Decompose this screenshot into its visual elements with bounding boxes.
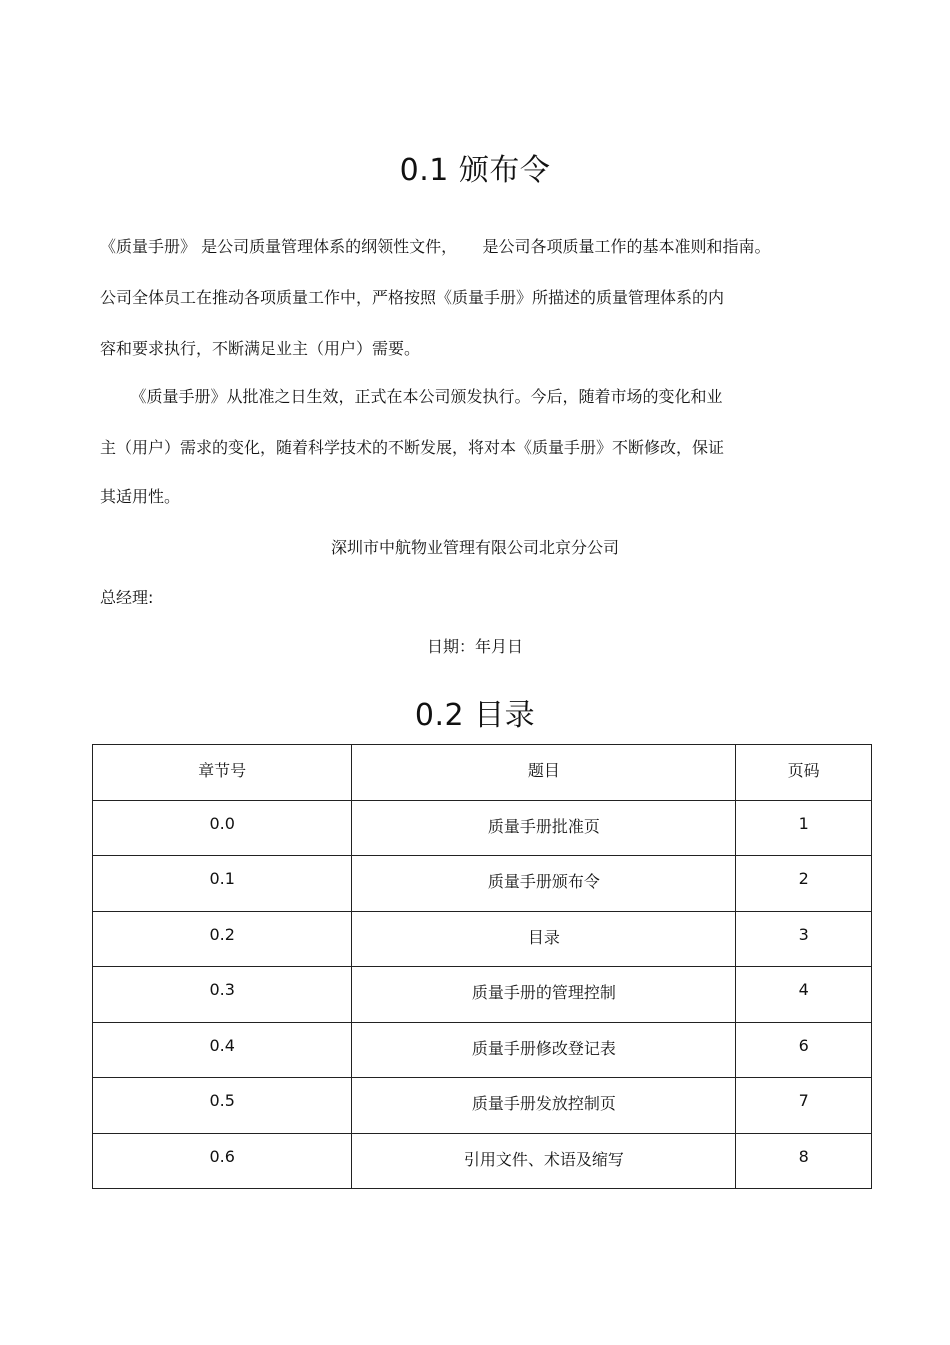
cell-chapter: 0.0: [93, 800, 352, 856]
company-name: 深圳市中航物业管理有限公司北京分公司: [330, 538, 619, 557]
table-row: [93, 1078, 872, 1134]
cell-chapter: 0.5: [93, 1078, 352, 1134]
section-title-contents: 0.2 目录: [414, 698, 536, 733]
cell-title: 质量手册的管理控制: [352, 967, 736, 1023]
contents-table: [92, 744, 872, 1189]
cell-page: 2: [736, 856, 872, 912]
body-line-5: 主（用户）需求的变化，随着科学技术的不断发展，将对本《质量手册》不断修改，保证: [100, 438, 725, 457]
body-line-3: 容和要求执行，不断满足业主（用户）需要。: [100, 339, 421, 358]
cell-page: 6: [736, 1022, 872, 1078]
cell-title: 质量手册发放控制页: [352, 1078, 736, 1134]
body-line-2: 公司全体员工在推动各项质量工作中，严格按照《质量手册》所描述的质量管理体系的内: [100, 288, 725, 307]
general-manager-label: 总经理:: [100, 588, 154, 607]
cell-page: 7: [736, 1078, 872, 1134]
table-row: [93, 856, 872, 912]
date-label: 日期：年月日: [426, 637, 523, 656]
cell-chapter: 0.1: [93, 856, 352, 912]
table-row: [93, 911, 872, 967]
cell-title: 目录: [352, 911, 736, 967]
cell-title: 引用文件、术语及缩写: [352, 1133, 736, 1189]
cell-chapter: 0.4: [93, 1022, 352, 1078]
table-row: [93, 1133, 872, 1189]
cell-page: 3: [736, 911, 872, 967]
cell-page: 1: [736, 800, 872, 856]
body-line-6: 其适用性。: [100, 487, 181, 506]
body-line-4: 《质量手册》从批准之日生效，正式在本公司颁发执行。今后，随着市场的变化和业: [100, 387, 723, 406]
header-chapter: 章节号: [93, 745, 352, 801]
cell-title: 质量手册颁布令: [352, 856, 736, 912]
cell-chapter: 0.2: [93, 911, 352, 967]
body-line-1: 《质量手册》 是公司质量管理体系的纲领性文件， 是公司各项质量工作的基本准则和指南。: [100, 237, 771, 256]
cell-chapter: 0.3: [93, 967, 352, 1023]
cell-title: 质量手册批准页: [352, 800, 736, 856]
cell-page: 4: [736, 967, 872, 1023]
cell-page: 8: [736, 1133, 872, 1189]
section-title-promulgation: 0.1 颁布令: [399, 153, 551, 188]
table-header-row: [93, 745, 872, 801]
header-page: 页码: [736, 745, 872, 801]
cell-chapter: 0.6: [93, 1133, 352, 1189]
cell-title: 质量手册修改登记表: [352, 1022, 736, 1078]
table-row: [93, 800, 872, 856]
table-row: [93, 1022, 872, 1078]
table-row: [93, 967, 872, 1023]
header-title: 题目: [352, 745, 736, 801]
